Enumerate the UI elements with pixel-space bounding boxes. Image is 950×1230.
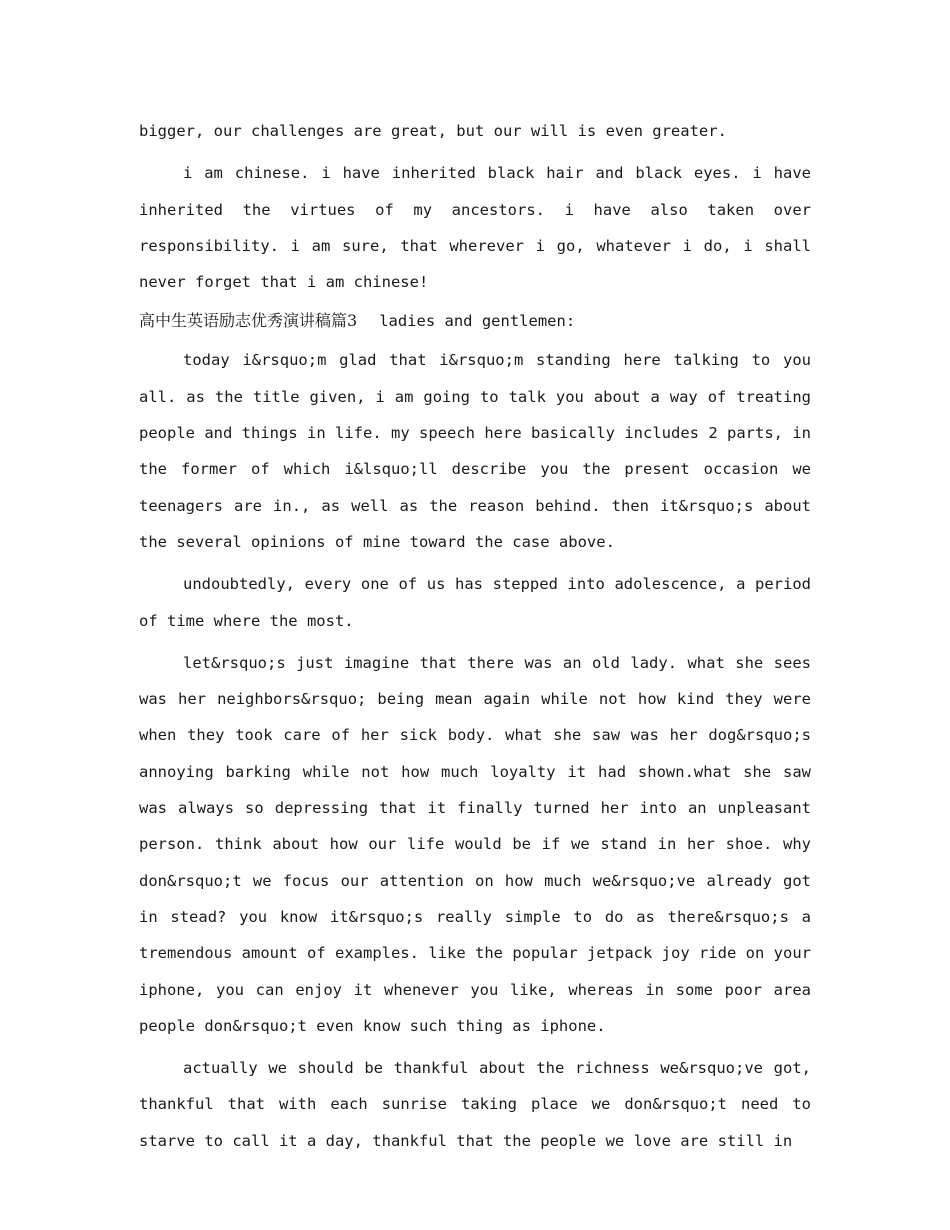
salutation: ladies and gentlemen: <box>379 312 576 331</box>
section-title: 高中生英语励志优秀演讲稿篇3 <box>139 311 358 331</box>
section-heading <box>139 306 811 336</box>
paragraph-1: bigger, our challenges are great, but our will is even greater. <box>139 122 727 140</box>
document-body <box>139 113 811 1165</box>
paragraph-4: undoubtedly, every one of us has stepped into adolescence, a period of time where the most. <box>139 575 811 630</box>
paragraph-5: let&rsquo;s just imagine that there was an old lady. what she sees was her neighbors&rsquo; being mean again while not how kind they were when they took care of her sick body. what she saw was her dog&rsquo;s annoying barking while not how much loyalty it had shown.what she saw was always so depressing that it finally turned her into an unpleasant person. think about how our life would be if we stand in her shoe. why don&rsquo;t we focus our attention on how much we&rsquo;ve already got in stead? you know it&rsquo;s really simple to do as there&rsquo;s a tremendous amount of examples. like the popular jetpack joy ride on your iphone, you can enjoy it whenever you like, whereas in some poor area people don&rsquo;t even know such thing as iphone. <box>139 653 811 1035</box>
paragraph-2: i am chinese. i have inherited black hair and black eyes. i have inherited the virtues of my ancestors. i have also taken over responsibility. i am sure, that wherever i go, whatever i do, i shall never forget that i am chinese! <box>139 164 811 292</box>
paragraph-6: actually we should be thankful about the richness we&rsquo;ve got, thankful that with each sunrise taking place we don&rsquo;t need to starve to call it a day, thankful that the people we love are still in <box>139 1059 811 1150</box>
paragraph-3: today i&rsquo;m glad that i&rsquo;m standing here talking to you all. as the title given, i am going to talk you about a way of treating people and things in life. my speech here basically includes 2 parts, in the former of which i&lsquo;ll describe you the present occasion we teenagers are in., as well as the reason behind. then it&rsquo;s about the several opinions of mine toward the case above. <box>139 351 811 551</box>
